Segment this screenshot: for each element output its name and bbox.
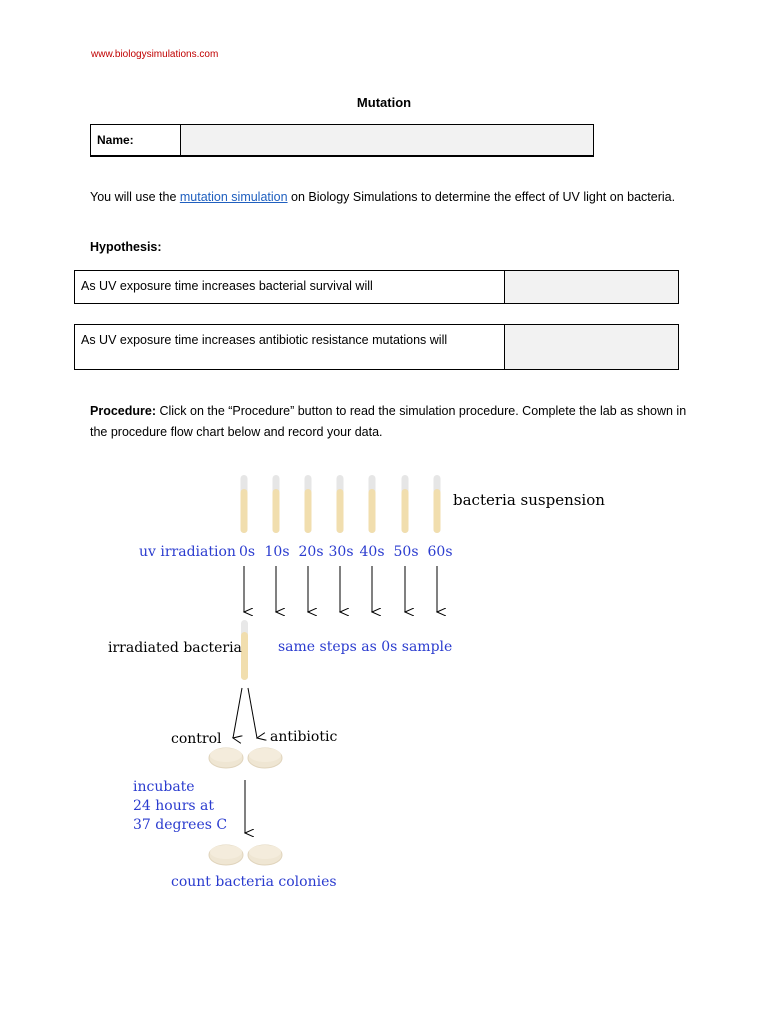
irradiated-bacteria-label: irradiated bacteria — [108, 640, 242, 656]
antibiotic-label: antibiotic — [270, 729, 338, 745]
incubate-label-line3: 37 degrees C — [133, 817, 228, 833]
procedure-label: Procedure: — [90, 404, 156, 418]
time-arrows — [244, 566, 437, 612]
incubate-label-line1: incubate — [133, 779, 195, 795]
test-tube — [434, 475, 441, 533]
time-label-0s: 0s — [238, 544, 256, 560]
site-url[interactable]: www.biologysimulations.com — [91, 49, 219, 60]
count-colonies-label: count bacteria colonies — [171, 874, 337, 890]
test-tube — [241, 475, 248, 533]
test-tube — [305, 475, 312, 533]
control-dish — [209, 748, 243, 768]
time-label-60s: 60s — [427, 544, 453, 560]
page-title: Mutation — [356, 95, 412, 110]
time-labels — [239, 544, 453, 560]
hypothesis-statement: As UV exposure time increases bacterial survival will — [75, 271, 505, 303]
arrow-to-control — [233, 688, 242, 738]
time-label-30s: 30s — [328, 544, 354, 560]
time-label-10s: 10s — [264, 544, 290, 560]
mutation-simulation-link[interactable]: mutation simulation — [179, 190, 288, 204]
incubated-antibiotic-dish — [248, 845, 282, 865]
intro-text-before: You will use the — [90, 190, 180, 204]
time-label-40s: 40s — [359, 544, 385, 560]
antibiotic-dish — [248, 748, 282, 768]
intro-text-after: on Biology Simulations to determine the effect of UV light on bacteria. — [287, 190, 676, 204]
bacteria-suspension-label: bacteria suspension — [453, 491, 605, 509]
procedure-text: Click on the “Procedure” button to read the simulation procedure. Complete the lab as shown in the procedure flow chart below and record your data. — [90, 404, 687, 439]
time-label-20s: 20s — [298, 544, 324, 560]
name-label: Name: — [91, 125, 181, 155]
test-tube-row — [241, 475, 441, 533]
hypothesis-statement: As UV exposure time increases antibiotic resistance mutations will — [75, 325, 505, 369]
irradiated-tube — [241, 620, 248, 680]
uv-irradiation-label: uv irradiation — [139, 544, 236, 560]
test-tube — [369, 475, 376, 533]
incubate-label-line2: 24 hours at — [133, 798, 215, 814]
incubated-control-dish — [209, 845, 243, 865]
test-tube — [273, 475, 280, 533]
test-tube — [337, 475, 344, 533]
arrow-to-antibiotic — [248, 688, 257, 738]
same-steps-label: same steps as 0s sample — [278, 639, 453, 655]
hypothesis-heading: Hypothesis: — [90, 240, 162, 254]
time-label-50s: 50s — [393, 544, 419, 560]
test-tube — [402, 475, 409, 533]
control-label: control — [171, 731, 222, 747]
